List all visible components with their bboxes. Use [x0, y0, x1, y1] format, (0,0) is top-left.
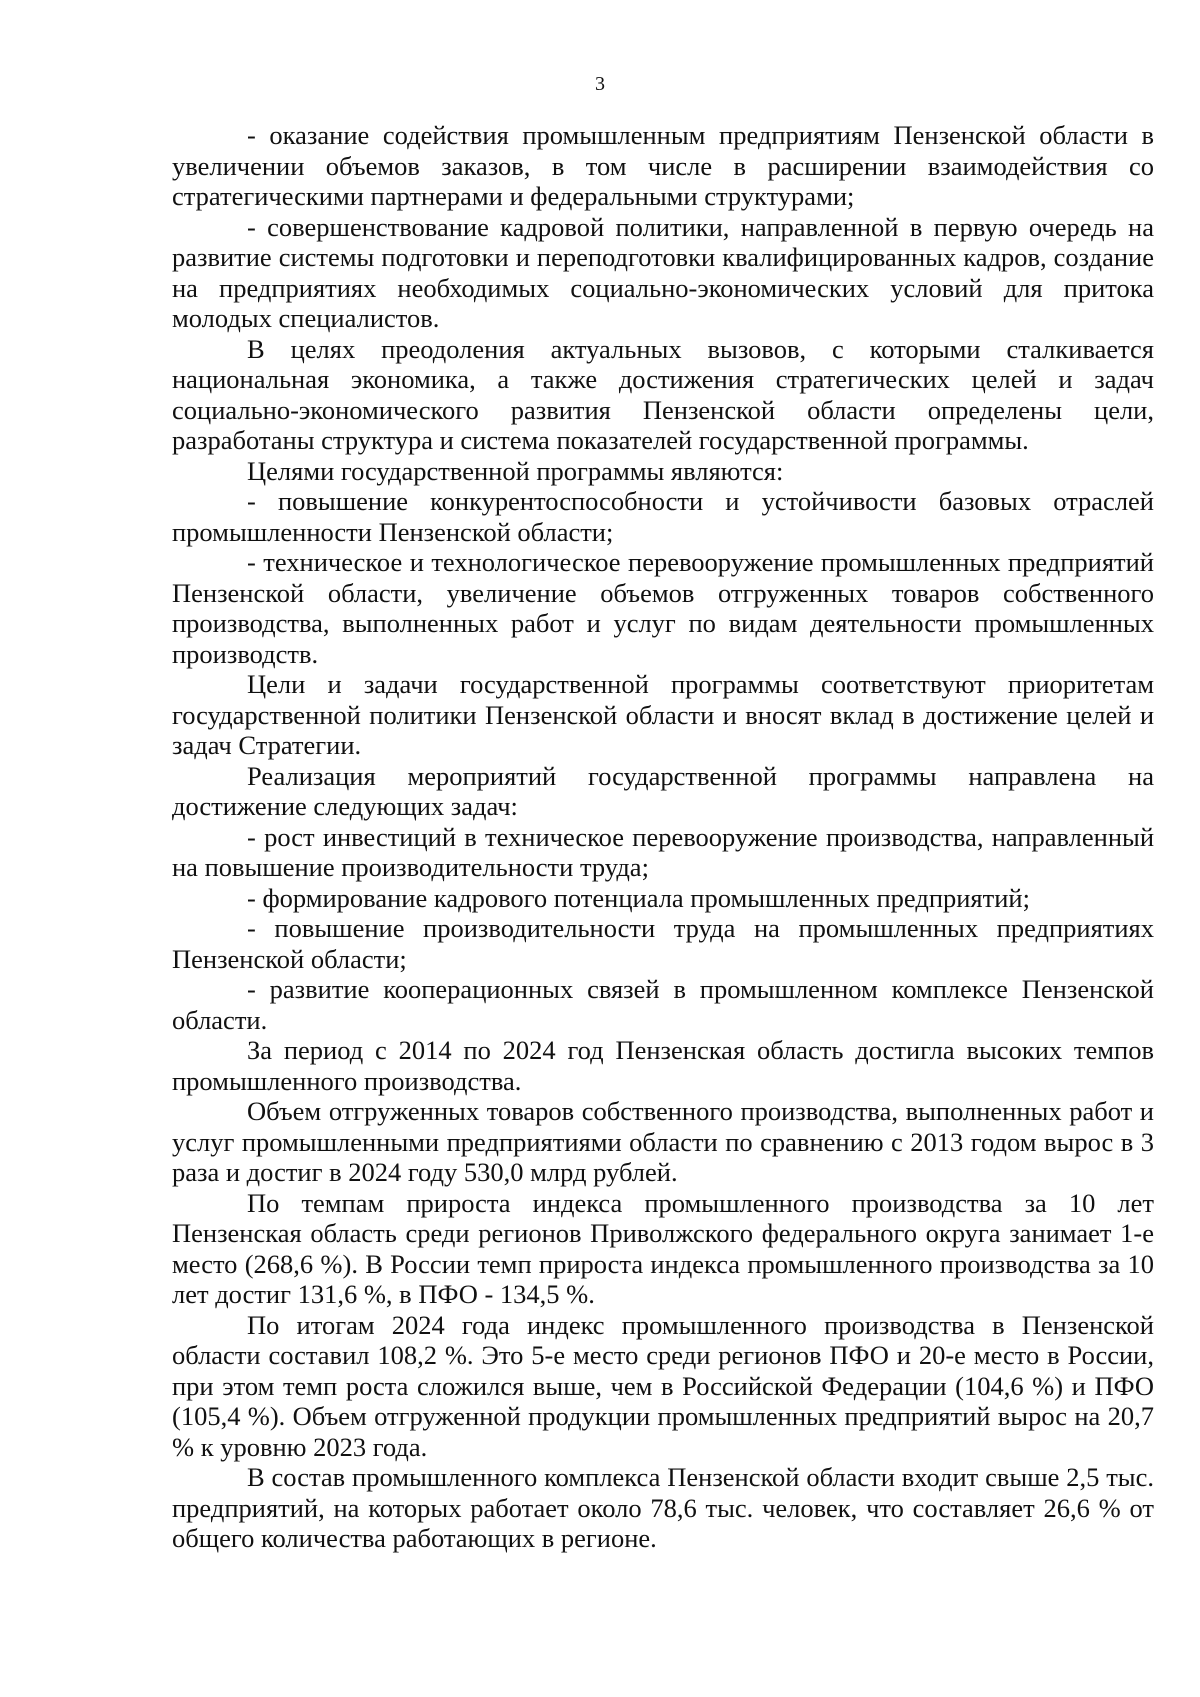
paragraph-shipment-volume: Объем отгруженных товаров собственного производства, выполненных работ и услуг промышленными предприятиями области по сравнению с 2013 годом вырос в 3 раза и достиг в 2024 году 530,0 млрд рублей.: [172, 1096, 1154, 1187]
paragraph-goal-modernization: - техническое и технологическое перевооружение промышленных предприятий Пензенской области, увеличение объемов отгруженных товаров собственного производства, выполненных работ и услуг по видам деятельности промышленных производств.: [172, 547, 1154, 669]
paragraph-period-2014-2024: За период с 2014 по 2024 год Пензенская область достигла высоких темпов промышленного производства.: [172, 1035, 1154, 1096]
paragraph-goal-competitiveness: - повышение конкурентоспособности и устойчивости базовых отраслей промышленности Пензенской области;: [172, 486, 1154, 547]
paragraph-task-productivity: - повышение производительности труда на промышленных предприятиях Пензенской области;: [172, 913, 1154, 974]
paragraph-goals-heading: Целями государственной программы являются:: [247, 455, 784, 486]
paragraph-industrial-complex: В состав промышленного комплекса Пензенской области входит свыше 2,5 тыс. предприятий, на которых работает около 78,6 тыс. человек, что составляет 26,6 % от общего количества работающих в регионе.: [172, 1462, 1154, 1553]
paragraph-task-investment: - рост инвестиций в техническое перевооружение производства, направленный на повышение производительности труда;: [172, 821, 1154, 882]
paragraph-task-workforce: - формирование кадрового потенциала промышленных предприятий;: [247, 882, 1030, 913]
paragraph-personnel-policy: - совершенствование кадровой политики, направленной в первую очередь на развитие системы подготовки и переподготовки квалифицированных кадров, создание на предприятиях необходимых социально-экономических условий для притока молодых специалистов.: [172, 211, 1154, 333]
paragraph-challenges: В целях преодоления актуальных вызовов, с которыми сталкивается национальная экономика, а также достижения стратегических целей и задач социально-экономического развития Пензенской области определены цели, разработаны структура и система показателей государственной программы.: [172, 333, 1154, 455]
document-body: [172, 120, 1154, 1554]
paragraph-assistance: - оказание содействия промышленным предприятиям Пензенской области в увеличении объемов заказов, в том числе в расширении взаимодействия со стратегическими партнерами и федеральными структурами;: [172, 120, 1154, 211]
paragraph-task-cooperation: - развитие кооперационных связей в промышленном комплексе Пензенской области.: [172, 974, 1154, 1035]
paragraph-priorities: Цели и задачи государственной программы соответствуют приоритетам государственной политики Пензенской области и вносят вклад в достижение целей и задач Стратегии.: [172, 669, 1154, 760]
paragraph-growth-rate: По темпам прироста индекса промышленного производства за 10 лет Пензенская область среди регионов Приволжского федерального округа занимает 1-е место (268,6 %). В России темп прироста индекса промышленного производства за 10 лет достиг 131,6 %, в ПФО - 134,5 %.: [172, 1187, 1154, 1309]
page-number: 3: [595, 73, 605, 95]
paragraph-tasks-heading: Реализация мероприятий государственной программы направлена на достижение следующих задач:: [172, 760, 1154, 821]
paragraph-results-2024: По итогам 2024 года индекс промышленного производства в Пензенской области составил 108,2 %. Это 5-е место среди регионов ПФО и 20-е место в России, при этом темп роста сложился выше, чем в Российской Федерации (104,6 %) и ПФО (105,4 %). Объем отгруженной продукции промышленных предприятий вырос на 20,7 % к уровню 2023 года.: [172, 1309, 1154, 1462]
